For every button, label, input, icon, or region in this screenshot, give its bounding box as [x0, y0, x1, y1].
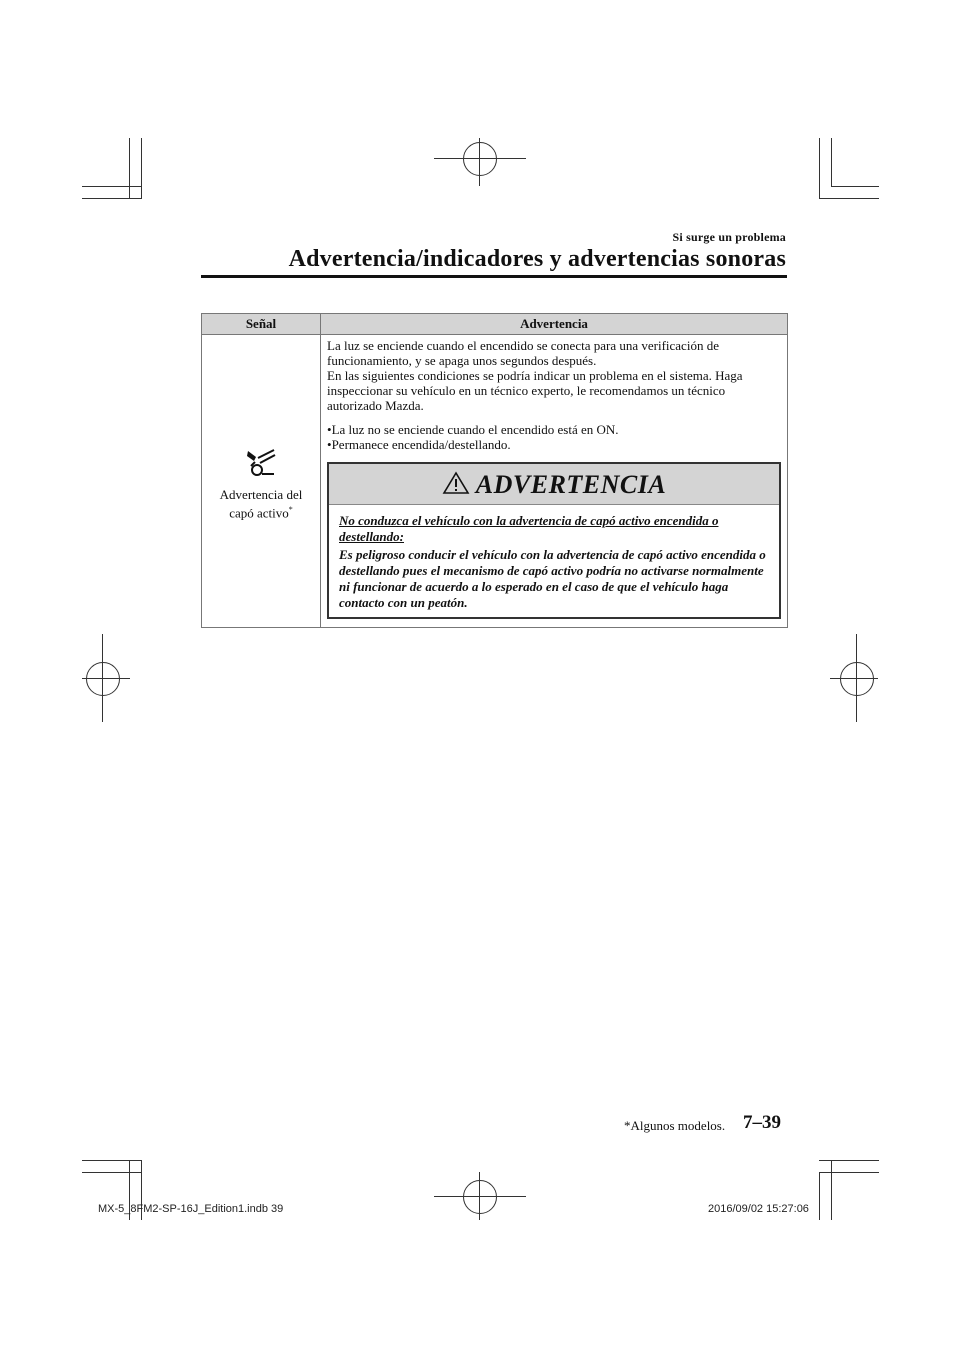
- list-item: •Permanece encendida/destellando.: [327, 437, 511, 452]
- column-header-warning: Advertencia: [321, 314, 788, 335]
- section-label: Si surge un problema: [672, 230, 786, 244]
- signal-table: [201, 313, 788, 628]
- page-title: Advertencia/indicadores y advertencias sonoras: [288, 246, 786, 272]
- warning-headline: No conduzca el vehículo con la advertencia de capó activo encendida o destellando:: [339, 513, 719, 544]
- active-bonnet-warning-icon: [206, 447, 316, 483]
- warning-box-header: [329, 464, 779, 505]
- paragraph-2: En las siguientes condiciones se podría indicar un problema en el sistema. Haga inspeccionar su vehículo en un técnico experto, le recomendamos un técnico autorizado Mazda.: [327, 368, 743, 413]
- condition-list: [327, 422, 781, 452]
- header-rule: [201, 275, 787, 278]
- signal-label-line1: Advertencia del: [219, 487, 303, 503]
- warning-triangle-icon: [442, 471, 470, 498]
- column-header-signal: Señal: [202, 314, 321, 335]
- paragraph-1: La luz se enciende cuando el encendido se conecta para una verificación de funcionamiento, y se apaga unos segundos después.: [327, 338, 719, 368]
- footnote: *Algunos modelos.: [624, 1118, 726, 1133]
- warning-cell: [321, 335, 788, 628]
- slug-date: 2016/09/02 15:27:06: [708, 1203, 809, 1215]
- list-item: •La luz no se enciende cuando el encendido está en ON.: [327, 422, 619, 437]
- slug-file: MX-5_8FM2-SP-16J_Edition1.indb 39: [98, 1203, 284, 1215]
- signal-label: [206, 487, 316, 520]
- warning-text: Es peligroso conducir el vehículo con la advertencia de capó activo encendida o destellando pues el mecanismo de capó activo podría no activarse normalmente ni funcionar de acuerdo a lo esperado en el caso de que el vehículo haga contacto con un peatón.: [339, 547, 766, 610]
- some-models-mark: *: [288, 505, 293, 515]
- warning-box: [327, 462, 781, 619]
- description-block: [327, 338, 781, 413]
- signal-cell: [202, 335, 321, 628]
- page-number: 7–39: [743, 1112, 781, 1133]
- list-item-text: Permanece encendida/destellando.: [331, 437, 511, 452]
- list-item-text: La luz no se enciende cuando el encendido está en ON.: [331, 422, 619, 437]
- warning-box-title: ADVERTENCIA: [475, 469, 667, 499]
- table-row: [202, 335, 788, 628]
- warning-box-body: [329, 505, 779, 617]
- table-header-row: [202, 314, 788, 335]
- signal-label-line2: capó activo: [229, 505, 289, 521]
